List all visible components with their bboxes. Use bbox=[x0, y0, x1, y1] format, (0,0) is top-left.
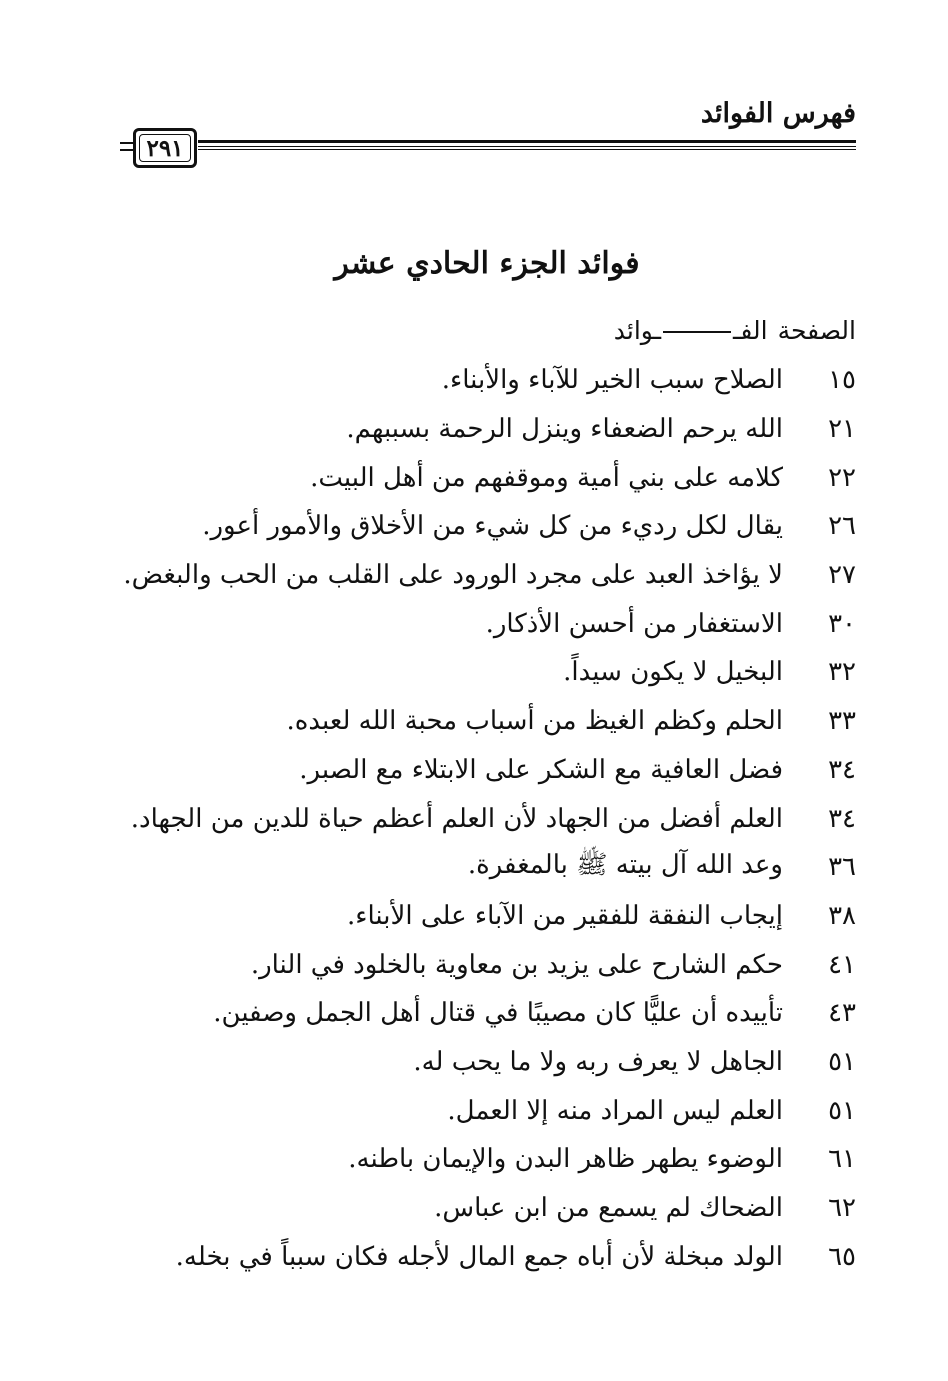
entry-page: ٦١ bbox=[828, 1144, 856, 1175]
section-heading: فوائد الجزء الحادي عشر bbox=[334, 246, 640, 281]
page-number: ٢٩١ bbox=[146, 134, 184, 162]
entry-page: ٣٢ bbox=[828, 657, 856, 688]
header-rule bbox=[198, 140, 856, 147]
running-title: فهرس الفوائد bbox=[700, 98, 856, 129]
entry-text: فضل العافية مع الشكر على الابتلاء مع الصبر. bbox=[299, 754, 783, 785]
list-item bbox=[76, 746, 856, 795]
entry-text: تأييده أن عليًّا كان مصيبًا في قتال أهل الجمل وصفين. bbox=[213, 998, 783, 1029]
list-item bbox=[76, 551, 856, 600]
entry-text: العلم ليس المراد منه إلا العمل. bbox=[447, 1095, 783, 1126]
left-rule-stub-lower bbox=[120, 149, 134, 151]
entry-text: الوضوء يطهر ظاهر البدن والإيمان باطنه. bbox=[348, 1144, 783, 1175]
benefits-column-label-start: الفـ bbox=[733, 316, 768, 345]
list-item bbox=[76, 502, 856, 551]
entry-page: ٣٣ bbox=[828, 706, 856, 737]
entry-page: ٢٦ bbox=[828, 511, 856, 542]
entry-page: ٣٤ bbox=[828, 754, 856, 785]
list-item bbox=[76, 697, 856, 746]
entry-text: الحلم وكظم الغيظ من أسباب محبة الله لعبده. bbox=[286, 706, 783, 737]
list-item bbox=[76, 648, 856, 697]
list-item bbox=[76, 989, 856, 1038]
left-rule-stub bbox=[120, 142, 134, 144]
kashida-filler bbox=[663, 331, 731, 333]
entry-text: البخيل لا يكون سيداً. bbox=[563, 657, 783, 688]
entry-text: الاستغفار من أحسن الأذكار. bbox=[485, 608, 783, 639]
entry-text: الولد مبخلة لأن أباه جمع المال لأجله فكان سبباً في بخله. bbox=[175, 1241, 783, 1272]
entry-page: ٣٠ bbox=[828, 608, 856, 639]
entry-page: ٤٣ bbox=[828, 998, 856, 1029]
page-column-label: الصفحة bbox=[777, 316, 856, 345]
list-item bbox=[76, 1038, 856, 1087]
entry-page: ٤١ bbox=[828, 949, 856, 980]
entry-text: الجاهل لا يعرف ربه ولا ما يحب له. bbox=[413, 1046, 783, 1077]
entry-page: ٣٤ bbox=[828, 803, 856, 834]
entry-text: لا يؤاخذ العبد على مجرد الورود على القلب من الحب والبغض. bbox=[123, 560, 783, 591]
list-item bbox=[76, 892, 856, 941]
list-item bbox=[76, 599, 856, 648]
entry-page: ١٥ bbox=[828, 365, 856, 396]
entry-page: ٢١ bbox=[828, 414, 856, 445]
list-item bbox=[76, 1086, 856, 1135]
entry-text: يقال لكل رديء من كل شيء من الأخلاق والأمور أعور. bbox=[202, 511, 783, 542]
entry-text: الله يرحم الضعفاء وينزل الرحمة بسببهم. bbox=[346, 414, 783, 445]
entry-page: ٥١ bbox=[828, 1095, 856, 1126]
list-item bbox=[76, 794, 856, 843]
list-item bbox=[76, 453, 856, 502]
entry-text: حكم الشارح على يزيد بن معاوية بالخلود في النار. bbox=[250, 949, 783, 980]
list-item bbox=[76, 356, 856, 405]
entry-page: ٢٢ bbox=[828, 462, 856, 493]
list-item bbox=[76, 843, 856, 892]
column-header bbox=[614, 316, 856, 345]
entry-text: العلم أفضل من الجهاد لأن العلم أعظم حياة للدين من الجهاد. bbox=[130, 803, 783, 834]
entry-text: كلامه على بني أمية وموقفهم من أهل البيت. bbox=[310, 462, 783, 493]
benefits-column-label-end: ـوائد bbox=[613, 316, 662, 345]
entry-text: إيجاب النفقة للفقير من الآباء على الأبناء. bbox=[347, 900, 783, 931]
entry-page: ٢٧ bbox=[828, 560, 856, 591]
page-number-box bbox=[133, 128, 197, 168]
list-item bbox=[76, 1232, 856, 1281]
entry-page: ٣٨ bbox=[828, 900, 856, 931]
entry-page: ٣٦ bbox=[828, 852, 856, 883]
entry-page: ٦٢ bbox=[828, 1193, 856, 1224]
list-item bbox=[76, 940, 856, 989]
entry-text: وعد الله آل بيته ﷺ بالمغفرة. bbox=[467, 850, 783, 881]
entry-text: الضحاك لم يسمع من ابن عباس. bbox=[434, 1193, 783, 1224]
entry-page: ٥١ bbox=[828, 1046, 856, 1077]
list-item bbox=[76, 1184, 856, 1233]
entry-page: ٦٥ bbox=[828, 1241, 856, 1272]
header-rule-thin bbox=[198, 149, 856, 150]
entry-text: الصلاح سبب الخير للآباء والأبناء. bbox=[441, 365, 783, 396]
list-item bbox=[76, 1135, 856, 1184]
entries-list bbox=[76, 356, 856, 1281]
list-item bbox=[76, 405, 856, 454]
